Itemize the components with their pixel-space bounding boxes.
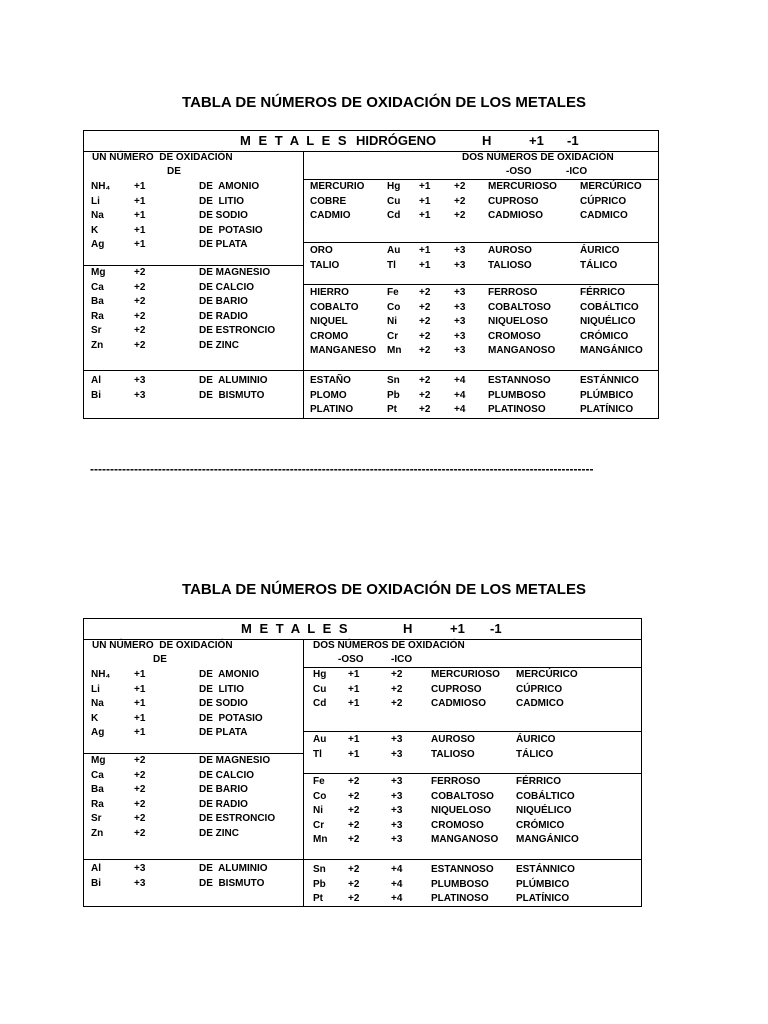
header-metales: M E T A L E S xyxy=(241,621,350,636)
element-symbol: Ba xyxy=(91,784,104,795)
header-plus-one: +1 xyxy=(529,133,544,148)
suffix-oso-name: CADMIOSO xyxy=(488,210,543,221)
suffix-ico-name: MERCÚRICO xyxy=(580,181,642,192)
element-symbol: Cd xyxy=(313,698,327,709)
suffix-oso-name: CUPROSO xyxy=(431,683,482,695)
suffix-ico-name: PLATÍNICO xyxy=(516,893,570,904)
oxidation-number-high: +4 xyxy=(454,404,466,415)
left-heading: UN NÚMERO DE OXIDACIÓN xyxy=(92,152,233,163)
element-symbol: Sn xyxy=(313,864,326,875)
element-symbol: NH₄ xyxy=(91,181,111,192)
element-name: DE RADIO xyxy=(199,310,248,322)
oxidation-number-high: +3 xyxy=(454,316,466,327)
row-divider xyxy=(303,773,641,774)
suffix-ico-name: TÁLICO xyxy=(580,259,618,271)
oxidation-number: +2 xyxy=(134,325,146,336)
oxidation-number-high: +3 xyxy=(391,748,403,760)
oxidation-number-high: +3 xyxy=(391,776,403,787)
suffix-ico-name: CÚPRICO xyxy=(580,195,627,207)
element-name: DE AMONIO xyxy=(199,181,260,192)
suffix-oso-name: PLATINOSO xyxy=(488,404,546,415)
element-symbol: Mn xyxy=(313,834,328,845)
suffix-ico-name: CÚPRICO xyxy=(516,683,563,695)
oxidation-number-low: +2 xyxy=(419,301,431,313)
element-symbol: Bi xyxy=(91,389,101,401)
element-name: DE ZINC xyxy=(199,339,239,351)
element-name: DE SODIO xyxy=(199,210,248,221)
element-name: DE CALCIO xyxy=(199,769,254,781)
suffix-oso-name: MANGANOSO xyxy=(488,345,556,356)
metal-name: MANGANESO xyxy=(310,345,377,356)
oxidation-number-low: +2 xyxy=(419,330,431,342)
oxidation-number: +1 xyxy=(134,210,146,221)
oxidation-number: +1 xyxy=(134,224,146,236)
element-symbol: Cu xyxy=(313,683,327,695)
oxidation-number-low: +2 xyxy=(419,389,431,401)
oxidation-number: +2 xyxy=(134,339,146,351)
element-name: DE RADIO xyxy=(199,798,248,810)
element-symbol: Hg xyxy=(313,669,327,680)
metal-name: CADMIO xyxy=(310,210,351,221)
suffix-oso-name: NIQUELOSO xyxy=(431,805,492,816)
oxidation-number-high: +3 xyxy=(391,805,403,816)
element-symbol: Ra xyxy=(91,798,104,810)
element-symbol: Ni xyxy=(387,316,397,327)
oxidation-number-low: +2 xyxy=(348,776,360,787)
oxidation-number: +1 xyxy=(134,181,146,192)
header-h: H xyxy=(482,133,492,148)
oxidation-number-high: +2 xyxy=(391,683,403,695)
element-symbol: K xyxy=(91,712,99,724)
row-divider xyxy=(303,284,658,285)
suffix-ico-name: CADMICO xyxy=(516,698,564,709)
element-name: DE AMONIO xyxy=(199,669,260,680)
oxidation-number-high: +3 xyxy=(454,245,466,256)
element-symbol: Mg xyxy=(91,755,106,766)
suffix-oso-name: COBALTOSO xyxy=(488,301,551,313)
header-h: H xyxy=(403,621,413,636)
element-symbol: Bi xyxy=(91,877,101,889)
oxidation-number: +1 xyxy=(134,669,146,680)
element-symbol: Ba xyxy=(91,296,104,307)
oxidation-number-high: +3 xyxy=(454,345,466,356)
oxidation-number: +1 xyxy=(134,712,146,724)
oxidation-number-high: +3 xyxy=(391,790,403,802)
row-divider xyxy=(84,265,303,266)
suffix-ico-name: COBÁLTICO xyxy=(516,790,575,802)
row-divider xyxy=(303,731,641,732)
suffix-oso-name: PLUMBOSO xyxy=(431,878,489,890)
oxidation-number: +2 xyxy=(134,798,146,810)
oxidation-number-low: +1 xyxy=(419,210,431,221)
oxidation-number-low: +2 xyxy=(348,819,360,831)
row-divider xyxy=(303,242,658,243)
suffix-ico-name: MERCÚRICO xyxy=(516,669,578,680)
element-symbol: Co xyxy=(313,790,327,802)
element-symbol: Cd xyxy=(387,210,401,221)
header-hidrogeno: HIDRÓGENO xyxy=(356,133,437,148)
oxidation-number-low: +1 xyxy=(348,748,360,760)
element-symbol: Li xyxy=(91,195,100,207)
row-divider xyxy=(303,179,658,180)
element-symbol: Au xyxy=(313,734,327,745)
oxidation-number-high: +2 xyxy=(454,210,466,221)
oxidation-number-high: +2 xyxy=(454,181,466,192)
left-heading: UN NÚMERO DE OXIDACIÓN xyxy=(92,640,233,651)
oxidation-number-high: +4 xyxy=(391,878,403,890)
element-name: DE ESTRONCIO xyxy=(199,325,276,336)
element-symbol: Mn xyxy=(387,345,402,356)
suffix-ico-name: NIQUÉLICO xyxy=(580,316,636,327)
oxidation-number-low: +1 xyxy=(348,734,360,745)
element-name: DE SODIO xyxy=(199,698,248,709)
oxidation-number: +3 xyxy=(134,375,146,386)
oxidation-number: +2 xyxy=(134,296,146,307)
element-symbol: Pt xyxy=(387,404,397,415)
oxidation-number-low: +1 xyxy=(348,698,360,709)
suffix-ico-name: TÁLICO xyxy=(516,748,554,760)
element-name: DE ALUMINIO xyxy=(199,863,268,874)
element-symbol: Hg xyxy=(387,181,401,192)
element-symbol: Ag xyxy=(91,239,105,250)
element-symbol: Cu xyxy=(387,195,401,207)
page-title-top: TABLA DE NÚMEROS DE OXIDACIÓN DE LOS METALES xyxy=(182,94,586,111)
oxidation-number: +2 xyxy=(134,769,146,781)
right-heading: DOS NÚMEROS DE OXIDACIÓN xyxy=(462,152,614,163)
element-symbol: Au xyxy=(387,245,401,256)
row-divider xyxy=(84,370,303,371)
suffix-oso-name: ESTANNOSO xyxy=(488,375,551,386)
element-symbol: Mg xyxy=(91,267,106,278)
element-symbol: Tl xyxy=(313,748,322,760)
suffix-oso-name: AUROSO xyxy=(488,245,532,256)
element-name: DE POTASIO xyxy=(199,712,263,724)
metal-name: COBALTO xyxy=(310,301,359,313)
oxidation-number: +1 xyxy=(134,239,146,250)
oxidation-number-low: +2 xyxy=(348,893,360,904)
element-symbol: Ni xyxy=(313,805,323,816)
element-symbol: Li xyxy=(91,683,100,695)
element-symbol: Na xyxy=(91,698,104,709)
suffix-ico-name: FÉRRICO xyxy=(580,287,625,298)
oxidation-number-low: +2 xyxy=(348,834,360,845)
suffix-oso-name: FERROSO xyxy=(431,776,481,787)
oxidation-number-low: +1 xyxy=(348,669,360,680)
element-name: DE BARIO xyxy=(199,784,248,795)
element-symbol: NH₄ xyxy=(91,669,111,680)
element-symbol: Co xyxy=(387,301,401,313)
metal-name: NIQUEL xyxy=(310,316,348,327)
oxidation-number-high: +3 xyxy=(454,301,466,313)
page-title-bottom: TABLA DE NÚMEROS DE OXIDACIÓN DE LOS METALES xyxy=(182,581,586,598)
suffix-ico-name: ESTÁNNICO xyxy=(516,864,575,875)
oxidation-number-low: +2 xyxy=(348,864,360,875)
right-heading-oso: -OSO xyxy=(338,654,364,665)
oxidation-number: +2 xyxy=(134,784,146,795)
suffix-oso-name: AUROSO xyxy=(431,734,475,745)
oxidation-number: +1 xyxy=(134,698,146,709)
element-name: DE MAGNESIO xyxy=(199,267,271,278)
right-heading-ico: -ICO xyxy=(391,654,413,665)
element-symbol: Sr xyxy=(91,813,102,824)
oxidation-number: +1 xyxy=(134,683,146,695)
element-symbol: Pb xyxy=(313,878,326,890)
oxidation-number-high: +3 xyxy=(454,287,466,298)
suffix-ico-name: ÁURICO xyxy=(580,245,620,256)
element-symbol: Sn xyxy=(387,375,400,386)
element-symbol: Tl xyxy=(387,259,396,271)
element-symbol: Ca xyxy=(91,281,104,293)
oxidation-number-low: +1 xyxy=(419,259,431,271)
element-name: DE POTASIO xyxy=(199,224,263,236)
suffix-oso-name: NIQUELOSO xyxy=(488,316,549,327)
element-symbol: Al xyxy=(91,863,101,874)
oxidation-number: +2 xyxy=(134,755,146,766)
suffix-ico-name: PLATÍNICO xyxy=(580,404,634,415)
suffix-oso-name: TALIOSO xyxy=(431,748,475,760)
suffix-oso-name: MERCURIOSO xyxy=(431,669,500,680)
suffix-oso-name: MERCURIOSO xyxy=(488,181,557,192)
suffix-ico-name: FÉRRICO xyxy=(516,776,561,787)
suffix-ico-name: COBÁLTICO xyxy=(580,301,639,313)
element-name: DE PLATA xyxy=(199,239,248,250)
suffix-ico-name: CRÓMICO xyxy=(580,330,629,342)
element-name: DE MAGNESIO xyxy=(199,755,271,766)
suffix-ico-name: CRÓMICO xyxy=(516,819,565,831)
left-heading-de: DE xyxy=(167,166,181,177)
suffix-oso-name: CROMOSO xyxy=(488,330,541,342)
metal-name: PLOMO xyxy=(310,389,347,401)
metal-name: MERCURIO xyxy=(310,181,365,192)
oxidation-number: +2 xyxy=(134,310,146,322)
metal-name: ESTAÑO xyxy=(310,375,351,386)
element-symbol: Sr xyxy=(91,325,102,336)
element-name: DE LITIO xyxy=(199,683,244,695)
element-symbol: Pt xyxy=(313,893,323,904)
suffix-oso-name: TALIOSO xyxy=(488,259,532,271)
suffix-ico-name: MANGÁNICO xyxy=(580,345,643,356)
metal-name: PLATINO xyxy=(310,404,354,415)
right-heading-oso: -OSO xyxy=(506,166,532,177)
element-symbol: Cr xyxy=(387,330,399,342)
oxidation-table-bottom xyxy=(83,618,642,907)
table-header xyxy=(84,131,658,152)
element-name: DE LITIO xyxy=(199,195,244,207)
oxidation-number-high: +2 xyxy=(391,698,403,709)
oxidation-number-low: +2 xyxy=(419,404,431,415)
suffix-oso-name: COBALTOSO xyxy=(431,790,494,802)
oxidation-number-high: +4 xyxy=(391,864,403,875)
oxidation-number-high: +2 xyxy=(391,669,403,680)
suffix-oso-name: FERROSO xyxy=(488,287,538,298)
element-symbol: Ag xyxy=(91,727,105,738)
element-symbol: Cr xyxy=(313,819,325,831)
oxidation-number-high: +2 xyxy=(454,195,466,207)
suffix-ico-name: MANGÁNICO xyxy=(516,834,579,845)
oxidation-number-high: +3 xyxy=(391,734,403,745)
oxidation-number: +2 xyxy=(134,813,146,824)
oxidation-number-low: +2 xyxy=(419,375,431,386)
suffix-oso-name: CROMOSO xyxy=(431,819,484,831)
suffix-ico-name: ÁURICO xyxy=(516,734,556,745)
table-header xyxy=(84,619,641,640)
header-minus-one: -1 xyxy=(490,621,502,636)
suffix-ico-name: ESTÁNNICO xyxy=(580,375,639,386)
left-heading-de: DE xyxy=(153,654,167,665)
metal-name: HIERRO xyxy=(310,287,349,298)
oxidation-number-high: +4 xyxy=(454,389,466,401)
oxidation-number-high: +3 xyxy=(454,259,466,271)
oxidation-number-high: +3 xyxy=(454,330,466,342)
oxidation-number-low: +2 xyxy=(419,287,431,298)
metal-name: CROMO xyxy=(310,330,349,342)
suffix-oso-name: CUPROSO xyxy=(488,195,539,207)
oxidation-number-low: +2 xyxy=(348,805,360,816)
oxidation-number: +1 xyxy=(134,195,146,207)
separator-line: ------------------------------------------------------------------------------------------------------------------------------ xyxy=(90,462,594,476)
row-divider xyxy=(303,370,658,371)
oxidation-number-low: +2 xyxy=(419,316,431,327)
suffix-ico-name: PLÚMBICO xyxy=(516,878,570,890)
element-name: DE BISMUTO xyxy=(199,389,265,401)
row-divider xyxy=(84,859,303,860)
element-name: DE ESTRONCIO xyxy=(199,813,276,824)
element-symbol: Pb xyxy=(387,389,400,401)
element-symbol: Ca xyxy=(91,769,104,781)
element-symbol: Ra xyxy=(91,310,104,322)
element-symbol: K xyxy=(91,224,99,236)
metal-name: COBRE xyxy=(310,195,347,207)
suffix-oso-name: MANGANOSO xyxy=(431,834,499,845)
element-name: DE BISMUTO xyxy=(199,877,265,889)
oxidation-number-low: +1 xyxy=(419,181,431,192)
oxidation-number-high: +4 xyxy=(391,893,403,904)
right-heading: DOS NÚMEROS DE OXIDACIÓN xyxy=(313,640,465,651)
header-plus-one: +1 xyxy=(450,621,465,636)
oxidation-table-top xyxy=(83,130,659,419)
element-name: DE PLATA xyxy=(199,727,248,738)
element-symbol: Zn xyxy=(91,339,104,351)
suffix-ico-name: PLÚMBICO xyxy=(580,389,634,401)
oxidation-number: +1 xyxy=(134,727,146,738)
row-divider xyxy=(84,753,303,754)
element-symbol: Na xyxy=(91,210,104,221)
element-name: DE BARIO xyxy=(199,296,248,307)
element-symbol: Fe xyxy=(387,287,399,298)
element-symbol: Fe xyxy=(313,776,325,787)
oxidation-number: +2 xyxy=(134,267,146,278)
oxidation-number: +2 xyxy=(134,827,146,839)
suffix-ico-name: CADMICO xyxy=(580,210,628,221)
suffix-oso-name: PLATINOSO xyxy=(431,893,489,904)
metal-name: TALIO xyxy=(310,259,340,271)
oxidation-number-low: +1 xyxy=(348,683,360,695)
element-symbol: Zn xyxy=(91,827,104,839)
oxidation-number-low: +1 xyxy=(419,195,431,207)
oxidation-number-high: +3 xyxy=(391,819,403,831)
oxidation-number-high: +4 xyxy=(454,375,466,386)
suffix-ico-name: NIQUÉLICO xyxy=(516,805,572,816)
element-name: DE ALUMINIO xyxy=(199,375,268,386)
suffix-oso-name: ESTANNOSO xyxy=(431,864,494,875)
oxidation-number-low: +2 xyxy=(348,790,360,802)
element-name: DE CALCIO xyxy=(199,281,254,293)
oxidation-number-low: +1 xyxy=(419,245,431,256)
header-minus-one: -1 xyxy=(567,133,579,148)
oxidation-number-high: +3 xyxy=(391,834,403,845)
element-name: DE ZINC xyxy=(199,827,239,839)
oxidation-number: +3 xyxy=(134,863,146,874)
right-heading-ico: -ICO xyxy=(566,166,588,177)
row-divider xyxy=(303,667,641,668)
suffix-oso-name: PLUMBOSO xyxy=(488,389,546,401)
element-symbol: Al xyxy=(91,375,101,386)
suffix-oso-name: CADMIOSO xyxy=(431,698,486,709)
oxidation-number-low: +2 xyxy=(419,345,431,356)
metal-name: ORO xyxy=(310,245,333,256)
oxidation-number: +3 xyxy=(134,877,146,889)
oxidation-number-low: +2 xyxy=(348,878,360,890)
header-metales: M E T A L E S xyxy=(240,133,349,148)
oxidation-number: +3 xyxy=(134,389,146,401)
oxidation-number: +2 xyxy=(134,281,146,293)
row-divider xyxy=(303,859,641,860)
